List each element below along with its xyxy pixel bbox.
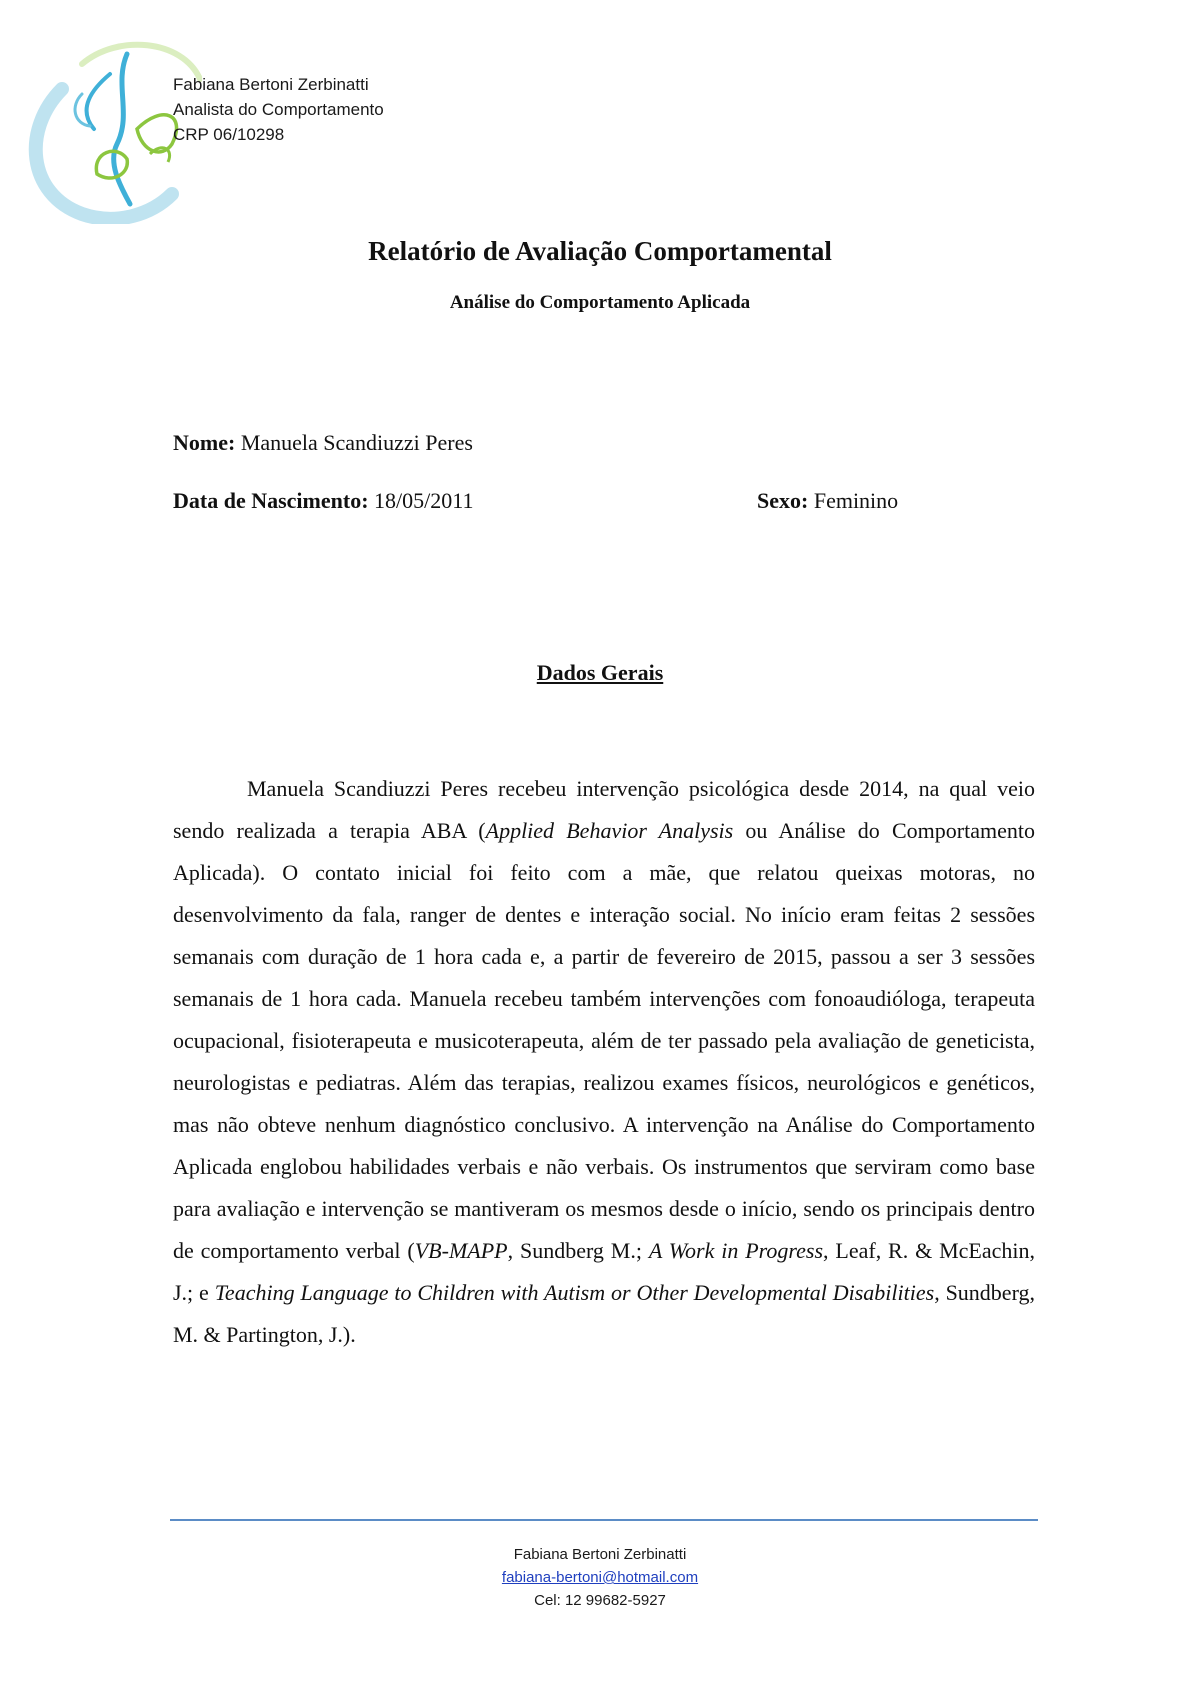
patient-name-field <box>173 430 473 456</box>
footer-email-link[interactable]: fabiana-bertoni@hotmail.com <box>501 1569 699 1586</box>
body-paragraph <box>173 768 1035 1356</box>
section-heading: Dados Gerais <box>536 660 664 685</box>
footer <box>0 1543 1200 1612</box>
sex-label: Sexo: <box>757 488 809 513</box>
patient-name-value: Manuela Scandiuzzi Peres <box>240 430 473 455</box>
sex-field <box>757 488 898 514</box>
paragraph-text-3: , Sundberg M.; <box>507 1238 649 1263</box>
birth-date-value: 18/05/2011 <box>374 488 474 513</box>
footer-phone: Cel: 12 99682-5927 <box>534 1592 666 1609</box>
report-title: Relatório de Avaliação Comportamental <box>368 236 832 266</box>
paragraph-italic-2: VB-MAPP <box>414 1238 508 1263</box>
report-subtitle: Análise do Comportamento Aplicada <box>449 292 751 313</box>
footer-name: Fabiana Bertoni Zerbinatti <box>513 1546 687 1563</box>
paragraph-italic-1: Applied Behavior Analysis <box>485 818 734 843</box>
paragraph-italic-3: A Work in Progress <box>648 1238 824 1263</box>
paragraph-text-5: , Sundberg, M. & Partington, J.). <box>173 1280 1036 1347</box>
birth-date-label: Data de Nascimento: <box>173 488 369 513</box>
letterhead <box>173 72 384 147</box>
birth-date-field <box>173 488 473 514</box>
sex-value: Feminino <box>813 488 899 513</box>
paragraph-text-1: Manuela Scandiuzzi Peres recebeu intervenção psicológica desde 2014, na qual veio sendo realizada a terapia ABA ( <box>173 776 1035 843</box>
letterhead-registration: CRP 06/10298 <box>173 125 285 144</box>
footer-divider <box>170 1519 1038 1521</box>
paragraph-text-4: , Leaf, R. & McEachin, J.; e <box>173 1238 1035 1305</box>
patient-name-label: Nome: <box>173 430 236 455</box>
paragraph-italic-4: Teaching Language to Children with Autism or Other Developmental Disabilities <box>214 1280 935 1305</box>
letterhead-name: Fabiana Bertoni Zerbinatti <box>173 75 369 94</box>
paragraph-text-2: ou Análise do Comportamento Aplicada). O contato inicial foi feito com a mãe, que relatou queixas motoras, no desenvolvimento da fala, ranger de dentes e interação social. No início eram feitas 2 sessões semanais com duração de 1 hora cada e, a partir de fevereiro de 2015, passou a ser 3 sessões semanais de 1 hora cada. Manuela recebeu também intervenções com fonoaudióloga, terapeuta ocupacional, fisioterapeuta e musicoterapeuta, além de ter passado pela avaliação de geneticista, neurologistas e pediatras. Além das terapias, realizou exames físicos, neurológicos e genéticos, mas não obteve nenhum diagnóstico conclusivo. A intervenção na Análise do Comportamento Aplicada englobou habilidades verbais e não verbais. Os instrumentos que serviram como base para avaliação e intervenção se mantiveram os mesmos desde o início, sendo os principais dentro de comportamento verbal ( <box>173 818 1035 1263</box>
letterhead-role: Analista do Comportamento <box>173 100 384 119</box>
